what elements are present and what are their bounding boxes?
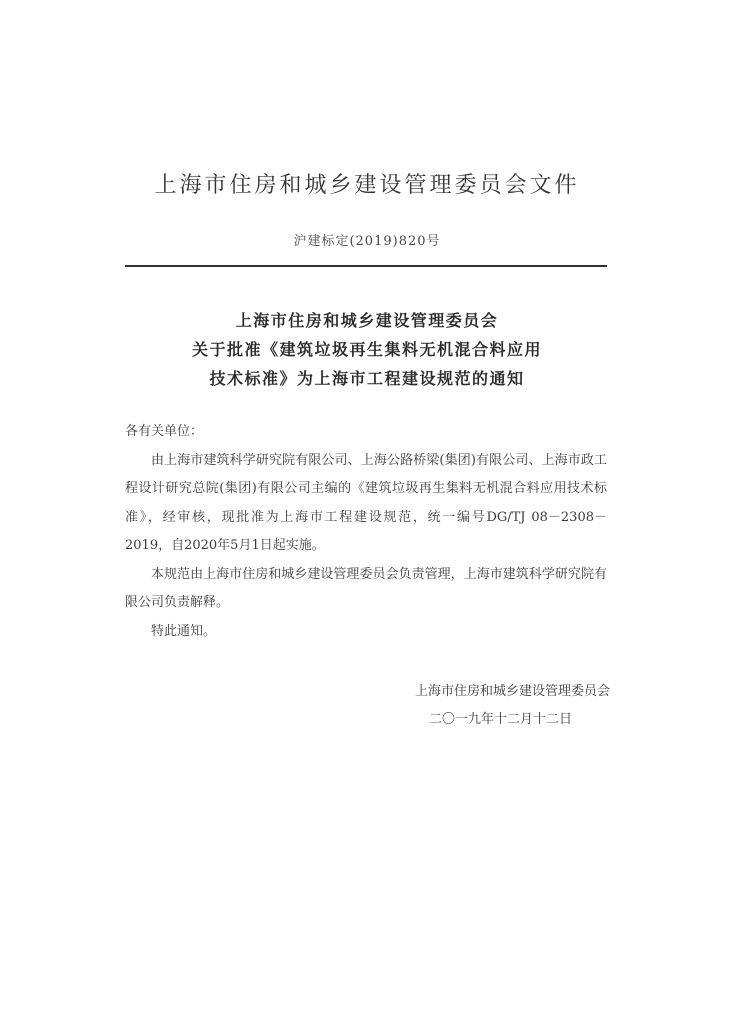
signoff-issuer: 上海市住房和城乡建设管理委员会 [414,684,610,699]
document-number: 沪建标定(2019)820号 [293,234,441,249]
body-paragraph-1: 由上海市建筑科学研究院有限公司、上海公路桥梁(集团)有限公司、上海市政工程设计研究总院(集团)有限公司主编的《建筑垃圾再生集料无机混合料应用技术标准》，经审核，现批准为上海市工程建设规范，统一编号DG/TJ 08－2308－2019，自2020年5月1日起实施。 [125,452,607,553]
notice-title-line-2: 关于批准《建筑垃圾再生集料无机混合料应用 [191,340,542,359]
notice-title-line-1: 上海市住房和城乡建设管理委员会 [235,311,499,330]
notice-title-line-3: 技术标准》为上海市工程建设规范的通知 [209,369,525,388]
notice-title [125,306,609,393]
signoff-block [330,678,610,734]
issuer-header-title: 上海市住房和城乡建设管理委员会文件 [154,173,580,198]
salutation: 各有关单位： [125,424,204,439]
signoff-date: 二〇一九年十二月十二日 [428,712,572,727]
body-paragraph-2: 本规范由上海市住房和城乡建设管理委员会负责管理，上海市建筑科学研究院有限公司负责解释。 [125,566,607,610]
body-paragraph-3: 特此通知。 [151,623,217,639]
notice-body [125,418,607,646]
header-divider [125,265,607,267]
